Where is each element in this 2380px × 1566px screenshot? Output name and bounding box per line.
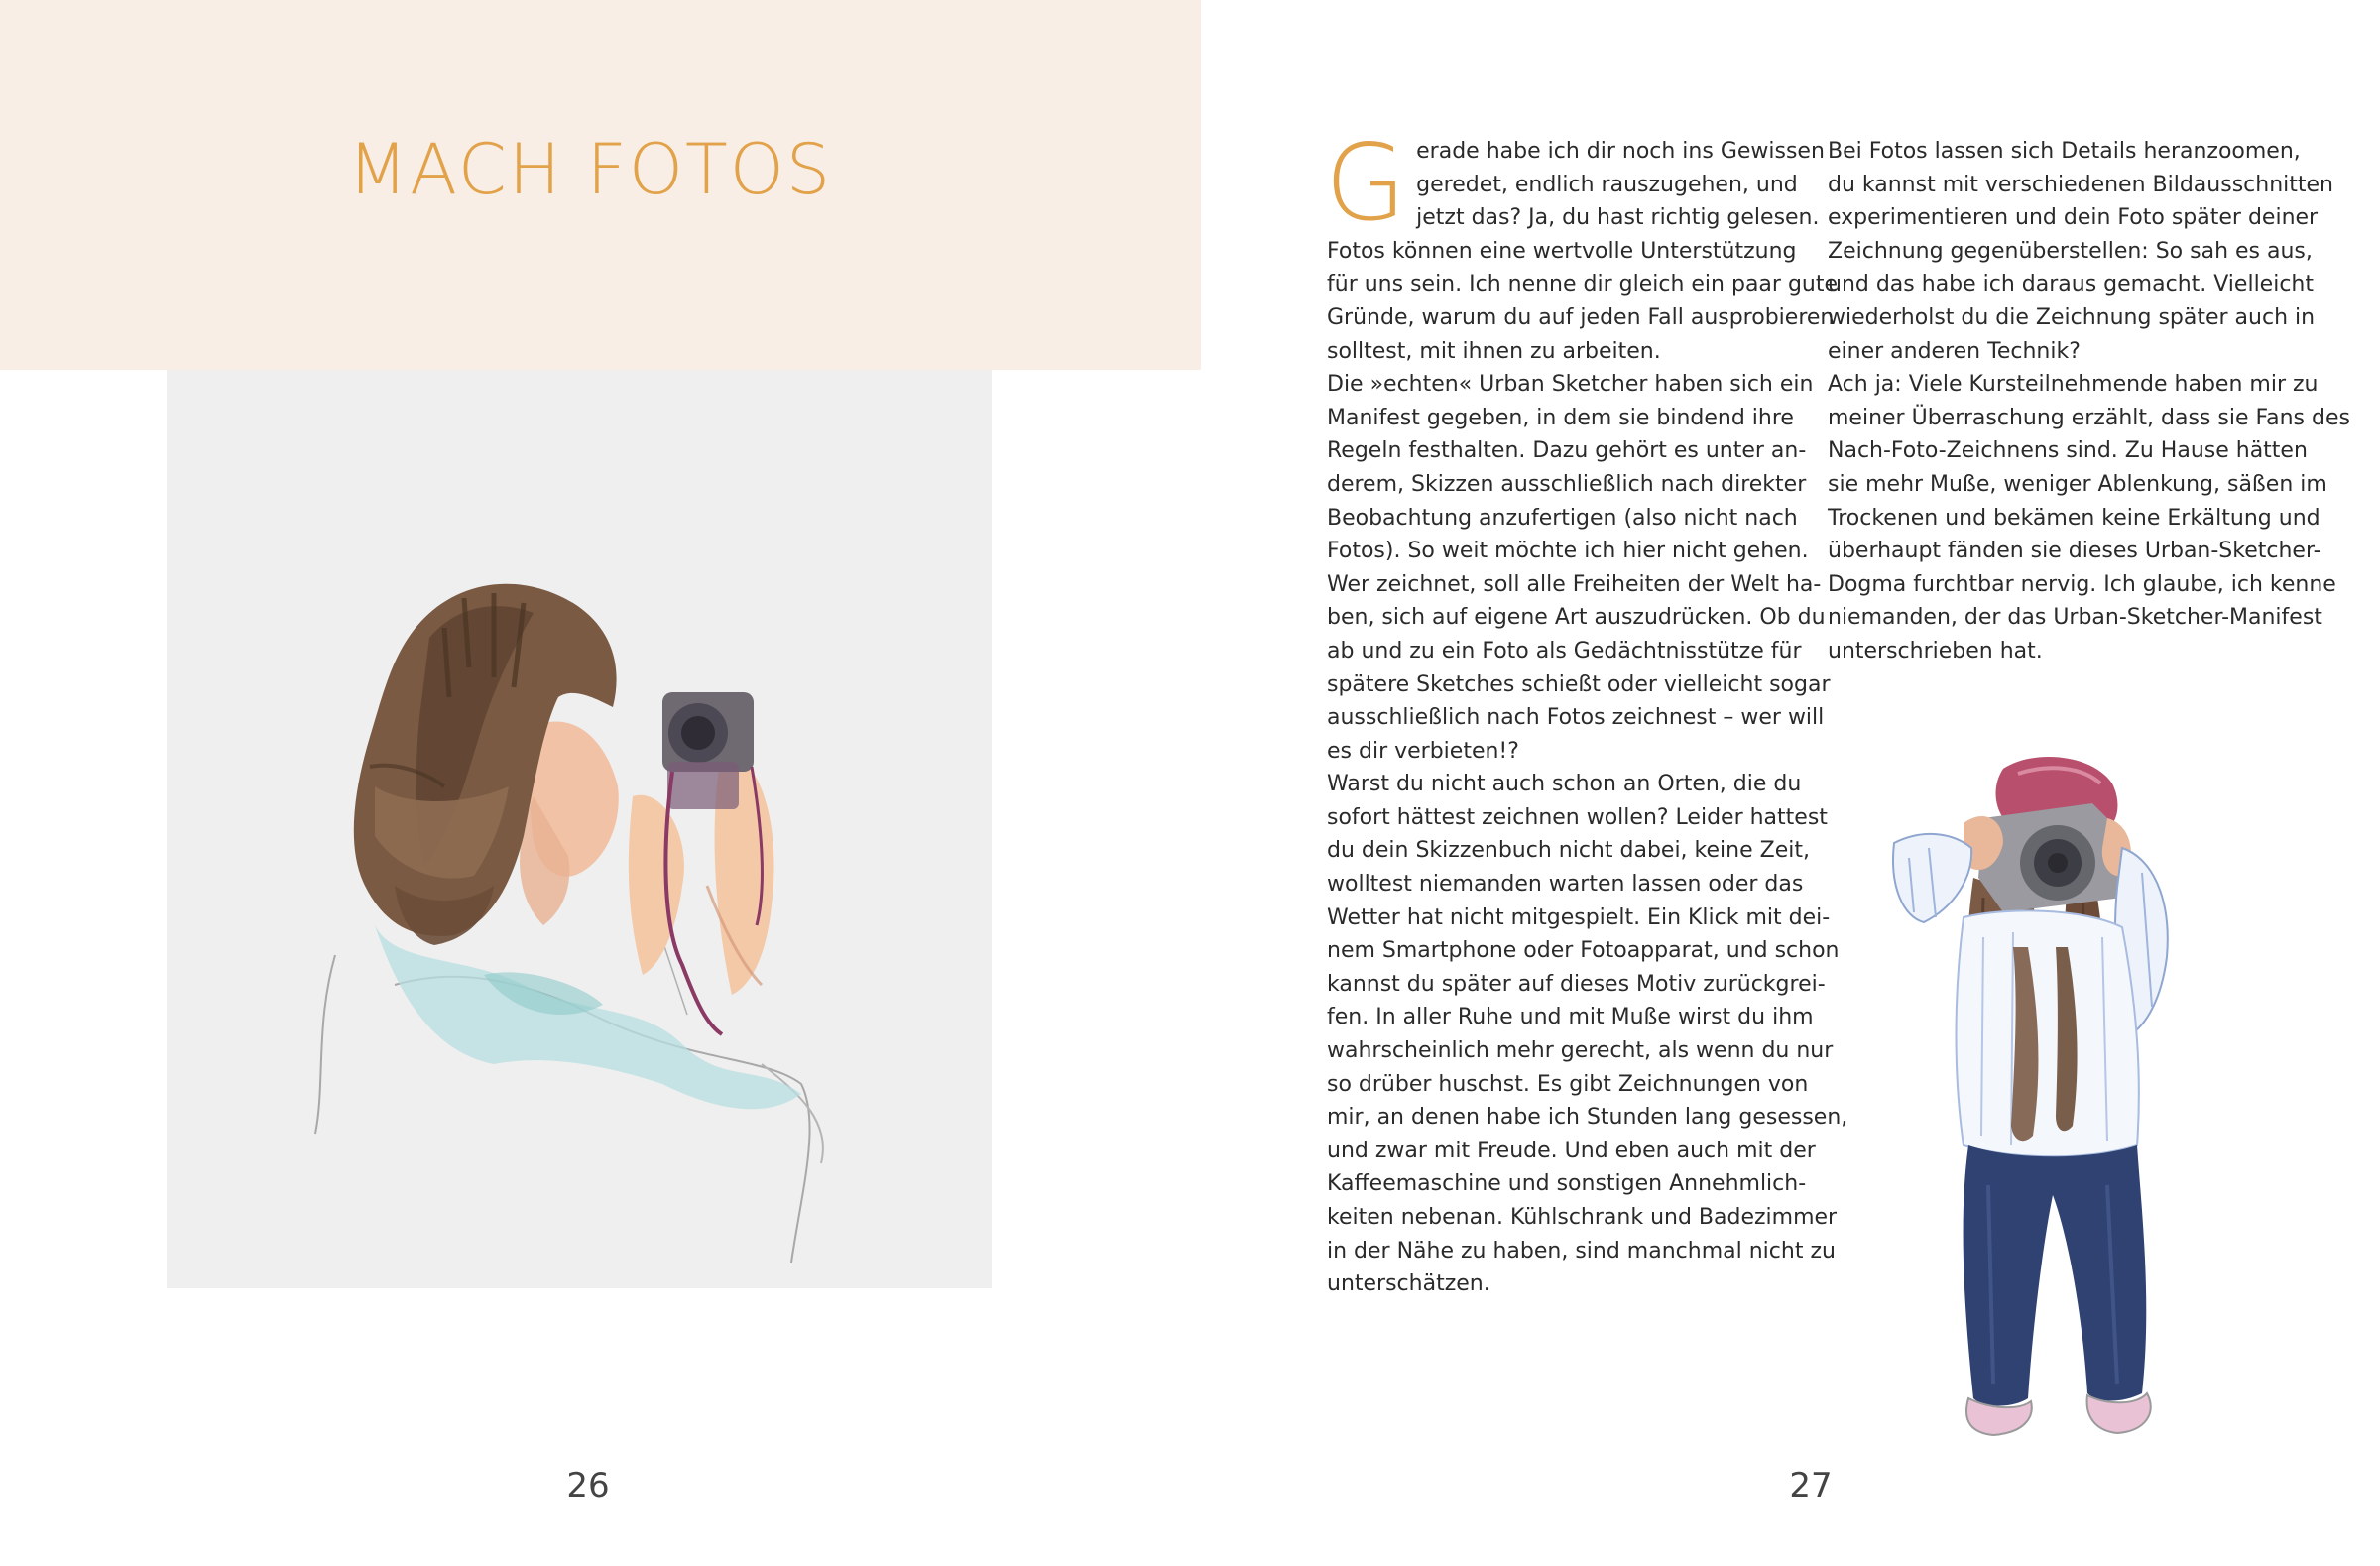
text-line: ben, sich auf eigene Art auszudrücken. Ob du — [1327, 605, 1826, 631]
page-number-right: 27 — [1789, 1466, 1833, 1506]
text-line: Wetter hat nicht mitgespielt. Ein Klick mit dei- — [1327, 904, 1831, 930]
text-line: und zwar mit Freude. Und eben auch mit der — [1327, 1138, 1816, 1163]
watercolor-illustration-woman-with-camera — [167, 370, 992, 1288]
text-line: überhaupt fänden sie dieses Urban-Sketcher- — [1828, 539, 2321, 564]
text-line: Trockenen und bekämen keine Erkältung und — [1828, 505, 2320, 531]
text-line: Fotos können eine wertvolle Unterstützung — [1327, 238, 1797, 264]
text-line: wahrscheinlich mehr gerecht, als wenn du nur — [1327, 1038, 1834, 1064]
text-line: so drüber huschst. Es gibt Zeichnungen von — [1327, 1071, 1809, 1097]
text-line: Nach-Foto-Zeichnens sind. Zu Hause hätten — [1828, 438, 2308, 464]
text-column-1 — [1325, 122, 1848, 1305]
text-line: erade habe ich dir noch ins Gewissen — [1416, 139, 1825, 164]
watercolor-illustration-child-with-camera — [1854, 749, 2182, 1453]
text-line: nem Smartphone oder Fotoapparat, und schon — [1327, 938, 1840, 964]
text-line: du dein Skizzenbuch nicht dabei, keine Zeit, — [1327, 838, 1810, 864]
text-line: Kaffeemaschine und sonstigen Annehmlich- — [1327, 1171, 1807, 1197]
text-line: Fotos). So weit möchte ich hier nicht gehen. — [1327, 539, 1809, 564]
text-line: sofort hättest zeichnen wollen? Leider hattest — [1327, 804, 1828, 830]
page-number-left: 26 — [566, 1466, 610, 1506]
drop-cap: G — [1325, 122, 1407, 244]
text-line: jetzt das? Ja, du hast richtig gelesen. — [1416, 205, 1820, 231]
text-line: ab und zu ein Foto als Gedächtnisstütze für — [1327, 638, 1802, 663]
text-line: meiner Überraschung erzählt, dass sie Fans des — [1828, 405, 2350, 430]
text-line: einer anderen Technik? — [1828, 338, 2081, 364]
text-line: und das habe ich daraus gemacht. Vielleicht — [1828, 272, 2314, 298]
text-line: Bei Fotos lassen sich Details heranzoomen, — [1828, 139, 2301, 164]
text-line: Warst du nicht auch schon an Orten, die du — [1327, 772, 1802, 797]
chapter-title: MACH FOTOS — [347, 129, 833, 210]
text-line: niemanden, der das Urban-Sketcher-Manifest — [1828, 605, 2322, 631]
text-line: wiederholst du die Zeichnung später auch in — [1828, 304, 2316, 330]
text-line: du kannst mit verschiedenen Bildausschnitten — [1828, 172, 2333, 197]
text-line: in der Nähe zu haben, sind manchmal nicht zu — [1327, 1238, 1836, 1264]
text-line: es dir verbieten!? — [1327, 738, 1519, 764]
text-line: Regeln festhalten. Dazu gehört es unter an- — [1327, 438, 1807, 464]
text-line: unterschrieben hat. — [1828, 638, 2043, 663]
text-line: für uns sein. Ich nenne dir gleich ein paar gute — [1327, 272, 1839, 298]
text-line: unterschätzen. — [1327, 1271, 1490, 1297]
text-line: Gründe, warum du auf jeden Fall ausprobieren — [1327, 304, 1835, 330]
text-line: Dogma furchtbar nervig. Ich glaube, ich kenne — [1828, 571, 2336, 597]
text-line: keiten nebenan. Kühlschrank und Badezimmer — [1327, 1205, 1838, 1230]
text-line: geredet, endlich rauszugehen, und — [1416, 172, 1798, 197]
text-line: wolltest niemanden warten lassen oder das — [1327, 872, 1804, 898]
text-line: ausschließlich nach Fotos zeichnest – wer will — [1327, 705, 1825, 731]
text-line: Ach ja: Viele Kursteilnehmende haben mir zu — [1828, 372, 2319, 398]
text-line: solltest, mit ihnen zu arbeiten. — [1327, 338, 1661, 364]
text-line: Die »echten« Urban Sketcher haben sich ein — [1327, 372, 1814, 398]
text-line: Zeichnung gegenüberstellen: So sah es aus, — [1828, 238, 2313, 264]
text-line: experimentieren und dein Foto später deiner — [1828, 205, 2319, 231]
text-line: derem, Skizzen ausschließlich nach direkter — [1327, 471, 1807, 497]
text-line: spätere Sketches schießt oder vielleicht sogar — [1327, 671, 1831, 697]
text-line: fen. In aller Ruhe und mit Muße wirst du ihm — [1327, 1005, 1814, 1030]
text-line: Manifest gegeben, in dem sie bindend ihre — [1327, 405, 1794, 430]
text-line: kannst du später auf dieses Motiv zurückgrei- — [1327, 971, 1826, 997]
text-line: Beobachtung anzufertigen (also nicht nach — [1327, 505, 1798, 531]
text-line: Wer zeichnet, soll alle Freiheiten der Welt ha- — [1327, 571, 1822, 597]
text-line: sie mehr Muße, weniger Ablenkung, säßen im — [1828, 471, 2327, 497]
text-line: mir, an denen habe ich Stunden lang gesessen, — [1327, 1105, 1848, 1131]
text-column-2 — [1828, 135, 2350, 690]
